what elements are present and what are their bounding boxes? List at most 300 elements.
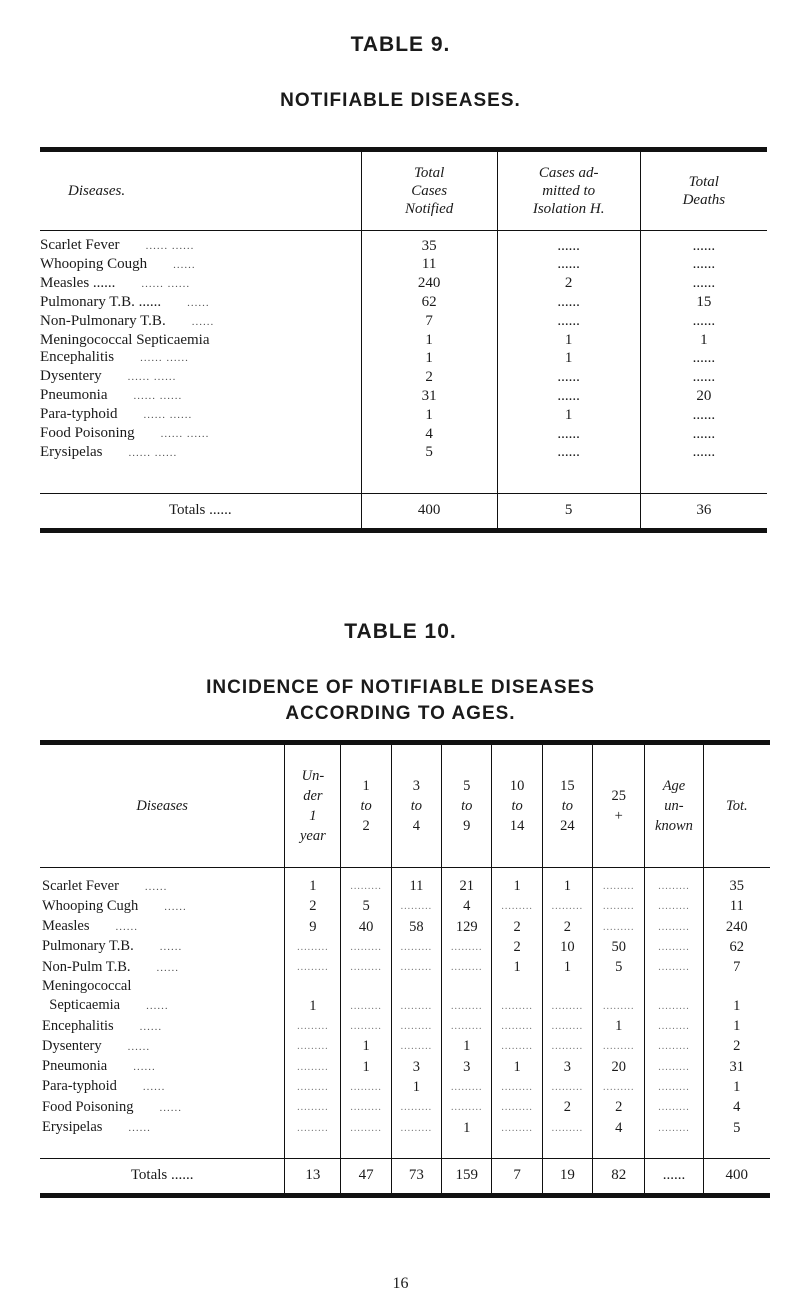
header-diseases: Diseases. [40, 150, 361, 231]
cases-notified-text: 240 [417, 275, 441, 292]
leader-dots: ......... [400, 1122, 433, 1134]
leader-dots: ......... [297, 962, 329, 974]
disease-name [40, 349, 361, 368]
cell-5to9: 129 [442, 917, 492, 937]
leader-dots: ......... [551, 1021, 584, 1033]
cell-3to4 [391, 1097, 441, 1117]
header-under1 [285, 743, 341, 868]
cell-unknown [645, 957, 703, 977]
leader-dots: ......... [400, 941, 433, 953]
header-line: un- [664, 798, 684, 814]
cell-5to9: 1 [442, 1118, 492, 1159]
disease-name-text: Pneumonia [40, 387, 108, 404]
leader-dots: ......... [400, 1021, 433, 1033]
table9-header-row [40, 150, 767, 231]
leader-dots: ......... [297, 1041, 329, 1053]
leader-dots: ...... [159, 1101, 182, 1114]
leader-dots: ...... [133, 1061, 156, 1074]
header-line: 15 [560, 778, 575, 794]
header-line: to [461, 798, 473, 814]
cases-notified [361, 425, 497, 444]
table-row [40, 1077, 770, 1097]
cell-under1: 1 [285, 868, 341, 897]
cell-5to9 [442, 1077, 492, 1097]
leader-dots: ......... [350, 1122, 382, 1134]
table-row [40, 996, 770, 1016]
cell-3to4: 11 [391, 868, 441, 897]
cell-3to4 [391, 996, 441, 1016]
leader-dots: ......... [350, 1102, 382, 1114]
leader-dots: ......... [400, 901, 433, 913]
disease-name [40, 937, 285, 957]
cases-admitted [497, 313, 640, 332]
header-disease [40, 743, 285, 868]
leader-dots: ......... [501, 1081, 533, 1093]
cell-25plus [593, 1077, 645, 1097]
table-row [40, 256, 767, 275]
cases-admitted-text: ...... [557, 425, 580, 442]
disease-name-text: Dysentery [42, 1037, 102, 1054]
deaths-count [640, 294, 767, 313]
cell-25plus [593, 996, 645, 1016]
header-10to14 [492, 743, 542, 868]
leader-dots: ......... [451, 1021, 483, 1033]
cell-total: 35 [703, 868, 770, 897]
disease-name [40, 1118, 285, 1159]
disease-name-text: Encephalitis [42, 1017, 114, 1034]
leader-dots: ...... ...... [133, 390, 183, 403]
cell-1to2 [341, 957, 391, 977]
header-unknown [645, 743, 703, 868]
cell-25plus: 2 [593, 1097, 645, 1117]
cell-25plus [593, 977, 645, 995]
leader-dots: ......... [400, 1102, 433, 1114]
totals-notified: 400 [361, 493, 497, 530]
cell-under1: 2 [285, 896, 341, 916]
cases-admitted [497, 231, 640, 256]
cases-notified [361, 349, 497, 368]
cell-unknown [645, 1097, 703, 1117]
disease-name [40, 896, 285, 916]
leader-dots: ......... [551, 1081, 584, 1093]
leader-dots: ......... [297, 1021, 329, 1033]
table-row [40, 977, 770, 995]
cases-notified-text: 31 [421, 387, 437, 404]
leader-dots: ......... [501, 1102, 533, 1114]
deaths-count-text: 1 [700, 331, 708, 348]
header-line: 14 [509, 818, 525, 834]
cell-15to24: 3 [542, 1057, 592, 1077]
cell-15to24: 2 [542, 1097, 592, 1117]
cell-3to4 [391, 977, 441, 995]
leader-dots: ......... [297, 1081, 329, 1093]
leader-dots: ...... ...... [143, 409, 193, 422]
header-line: Deaths [682, 192, 726, 208]
cell-under1 [285, 1118, 341, 1159]
table-row [40, 917, 770, 937]
disease-name [40, 996, 285, 1016]
cases-admitted-text: ...... [557, 256, 580, 273]
cases-notified [361, 444, 497, 493]
leader-dots: ......... [297, 1102, 329, 1114]
disease-name-text: Dysentery [40, 368, 102, 385]
cell-5to9 [442, 1097, 492, 1117]
disease-name [40, 868, 285, 897]
disease-name [40, 332, 361, 350]
header-line: to [360, 798, 372, 814]
leader-dots: ......... [602, 901, 635, 913]
cell-1to2: 5 [341, 896, 391, 916]
deaths-count-text: ...... [692, 256, 716, 273]
cases-admitted-text: ...... [557, 294, 580, 311]
cell-5to9 [442, 937, 492, 957]
leader-dots: ......... [501, 1000, 533, 1012]
header-line: Isolation H. [532, 201, 605, 217]
table-row [40, 1097, 770, 1117]
cases-admitted-text: 1 [564, 406, 573, 423]
cell-unknown [645, 1016, 703, 1036]
cell-unknown [645, 868, 703, 897]
cell-total: 240 [703, 917, 770, 937]
total-1to2: 47 [341, 1158, 391, 1195]
cases-admitted [497, 406, 640, 425]
disease-name [40, 1036, 285, 1056]
header-5to9 [442, 743, 492, 868]
leader-dots: ......... [658, 1122, 690, 1134]
cases-notified-text: 1 [425, 349, 433, 366]
cases-notified-text: 35 [421, 237, 437, 254]
cell-total: 62 [703, 937, 770, 957]
total-under1: 13 [285, 1158, 341, 1195]
deaths-count-text: ...... [692, 313, 716, 330]
cases-notified-text: 1 [425, 406, 433, 423]
cell-15to24 [542, 977, 592, 995]
header-line: + [614, 808, 623, 824]
leader-dots: ......... [400, 962, 433, 974]
cell-1to2 [341, 868, 391, 897]
deaths-count-text: ...... [692, 368, 716, 385]
cell-3to4 [391, 957, 441, 977]
leader-dots: ......... [602, 921, 635, 933]
notifiable-diseases-table [40, 147, 767, 533]
disease-name [40, 1097, 285, 1117]
cell-under1 [285, 977, 341, 995]
disease-name [40, 256, 361, 275]
cell-1to2 [341, 1077, 391, 1097]
cases-notified-text: 2 [425, 368, 433, 385]
header-line: to [511, 798, 523, 814]
cases-admitted [497, 256, 640, 275]
leader-dots: ......... [451, 1102, 483, 1114]
leader-dots: ......... [602, 881, 635, 892]
cell-3to4 [391, 937, 441, 957]
cell-5to9 [442, 1016, 492, 1036]
header-line: 1 [362, 778, 370, 794]
leader-dots: ......... [501, 1021, 533, 1033]
table10-header-row [40, 743, 770, 868]
disease-name-text: Measles ...... [40, 274, 116, 291]
disease-name-text: Whooping Cugh [42, 897, 139, 914]
cell-15to24 [542, 1118, 592, 1159]
cell-unknown [645, 996, 703, 1016]
disease-name-text: Food Poisoning [40, 425, 135, 442]
leader-dots: ......... [551, 1041, 584, 1053]
leader-dots: ......... [658, 1081, 690, 1093]
cases-admitted-text: 1 [564, 349, 573, 366]
table-row [40, 406, 767, 425]
table-row [40, 349, 767, 368]
disease-name-text: Meningococcal [42, 978, 132, 995]
leader-dots: ......... [551, 1122, 584, 1134]
cases-admitted [497, 294, 640, 313]
leader-dots: ......... [602, 1081, 635, 1093]
incidence-by-age-table [40, 740, 770, 1198]
header-line: 4 [412, 818, 421, 834]
deaths-count-text: 20 [696, 387, 712, 404]
cell-10to14 [492, 1097, 542, 1117]
total-3to4: 73 [391, 1158, 441, 1195]
header-line: 9 [463, 818, 471, 834]
cases-notified [361, 294, 497, 313]
disease-name [40, 387, 361, 406]
disease-name-text: Non-Pulmonary T.B. [40, 312, 166, 329]
cell-15to24 [542, 996, 592, 1016]
leader-dots: ...... [115, 921, 139, 934]
cell-10to14 [492, 1118, 542, 1159]
cell-unknown [645, 1077, 703, 1097]
table9-title: TABLE 9. [350, 33, 451, 56]
cell-under1 [285, 1057, 341, 1077]
leader-dots: ......... [658, 1041, 690, 1053]
cell-10to14 [492, 1016, 542, 1036]
table9-totals-row [40, 493, 767, 530]
leader-dots: ......... [350, 881, 382, 892]
leader-dots: ...... ...... [160, 428, 210, 441]
totals-admitted: 5 [497, 493, 640, 530]
cell-3to4: 1 [391, 1077, 441, 1097]
disease-name-text: Scarlet Fever [42, 877, 119, 894]
disease-name-text: Food Poisoning [42, 1098, 134, 1115]
cases-admitted [497, 332, 640, 350]
disease-name-text: Pulmonary T.B. [42, 938, 134, 955]
cell-15to24 [542, 896, 592, 916]
table-row [40, 444, 767, 493]
deaths-count-text: 15 [696, 294, 712, 311]
table-row [40, 368, 767, 387]
leader-dots: ...... [173, 258, 196, 271]
cell-15to24: 2 [542, 917, 592, 937]
cell-unknown [645, 977, 703, 995]
header-line: Un- [301, 768, 325, 784]
cases-admitted-text: ...... [557, 387, 580, 404]
cell-under1 [285, 937, 341, 957]
leader-dots: ......... [451, 1081, 483, 1093]
cases-notified-text: 11 [421, 256, 437, 273]
disease-name-text: Non-Pulm T.B. [42, 958, 131, 975]
disease-name [40, 1057, 285, 1077]
header-line: 10 [509, 778, 525, 794]
cell-10to14 [492, 996, 542, 1016]
cell-25plus [593, 868, 645, 897]
cell-1to2: 40 [341, 917, 391, 937]
leader-dots: ...... [127, 1040, 151, 1053]
cell-unknown [645, 1057, 703, 1077]
cell-10to14: 2 [492, 937, 542, 957]
leader-dots: ......... [350, 962, 382, 974]
cell-5to9: 21 [442, 868, 492, 897]
cell-15to24: 10 [542, 937, 592, 957]
disease-name [40, 406, 361, 425]
cell-unknown [645, 917, 703, 937]
table10-subtitle-line2: ACCORDING TO AGES. [285, 703, 516, 724]
cell-10to14 [492, 1036, 542, 1056]
disease-name-text: Septicaemia [42, 997, 121, 1014]
leader-dots: ......... [501, 1041, 533, 1053]
cell-10to14: 1 [492, 868, 542, 897]
cell-25plus: 1 [593, 1016, 645, 1036]
header-line: 3 [412, 778, 421, 794]
cell-under1 [285, 957, 341, 977]
cell-total: 1 [703, 1077, 770, 1097]
cases-admitted-text: ...... [557, 368, 580, 385]
cell-25plus [593, 1036, 645, 1056]
disease-name-text: Para-typhoid [42, 1078, 117, 1095]
cell-5to9 [442, 957, 492, 977]
disease-name [40, 275, 361, 294]
leader-dots: ......... [658, 941, 690, 953]
header-total-deaths [640, 150, 767, 231]
header-line: 2 [362, 818, 370, 834]
cell-under1 [285, 1036, 341, 1056]
cases-admitted [497, 387, 640, 406]
cell-1to2: 1 [341, 1057, 391, 1077]
cell-15to24 [542, 1077, 592, 1097]
header-line: Total [413, 165, 445, 181]
header-line: Tot. [725, 798, 748, 814]
deaths-count-text: ...... [692, 425, 716, 442]
cell-10to14 [492, 896, 542, 916]
cases-admitted [497, 349, 640, 368]
page-number: 16 [392, 1275, 409, 1292]
cell-1to2 [341, 937, 391, 957]
cell-15to24: 1 [542, 957, 592, 977]
leader-dots: ...... [187, 296, 210, 309]
cases-admitted-text: 2 [564, 275, 573, 292]
leader-dots: ......... [658, 962, 690, 974]
header-line: to [561, 798, 574, 814]
leader-dots: ...... ...... [128, 446, 178, 459]
cases-notified-text: 1 [425, 331, 433, 348]
deaths-count [640, 387, 767, 406]
table-row [40, 332, 767, 350]
cell-10to14: 2 [492, 917, 542, 937]
cell-15to24 [542, 1016, 592, 1036]
deaths-count-text: ...... [692, 444, 716, 461]
leader-dots: ...... [128, 1122, 151, 1135]
disease-name [40, 977, 285, 995]
leader-dots: ...... [139, 1020, 163, 1033]
disease-name [40, 917, 285, 937]
cell-total: 1 [703, 1016, 770, 1036]
cases-admitted-text: ...... [557, 444, 580, 461]
total-10to14: 7 [492, 1158, 542, 1195]
cell-total: 7 [703, 957, 770, 977]
disease-name [40, 1016, 285, 1036]
leader-dots: ......... [451, 1000, 483, 1012]
cases-notified [361, 231, 497, 256]
disease-name-text: Meningococcal Septicaemia [40, 331, 210, 348]
total-5to9: 159 [442, 1158, 492, 1195]
leader-dots: ......... [297, 941, 329, 953]
header-3to4 [391, 743, 441, 868]
cell-total: 5 [703, 1118, 770, 1159]
cell-unknown [645, 1036, 703, 1056]
header-1to2 [341, 743, 391, 868]
cell-25plus: 5 [593, 957, 645, 977]
leader-dots: ......... [297, 1122, 329, 1134]
disease-name [40, 425, 361, 444]
cases-notified [361, 313, 497, 332]
deaths-count-text: ...... [692, 275, 716, 292]
leader-dots: ......... [658, 1061, 690, 1073]
table-row [40, 896, 770, 916]
cell-15to24: 1 [542, 868, 592, 897]
disease-name [40, 313, 361, 332]
leader-dots: ......... [551, 1000, 584, 1012]
total-15to24: 19 [542, 1158, 592, 1195]
header-25plus [593, 743, 645, 868]
deaths-count-text: ...... [692, 349, 716, 366]
disease-name-text: Para-typhoid [40, 406, 118, 423]
leader-dots: ......... [602, 1000, 635, 1012]
cell-5to9 [442, 996, 492, 1016]
totals-label: Totals ...... [40, 493, 361, 530]
disease-name-text: Erysipelas [42, 1119, 103, 1136]
header-total [703, 743, 770, 868]
cell-total: 4 [703, 1097, 770, 1117]
disease-name-text: Whooping Cough [40, 255, 148, 272]
leader-dots: ...... ...... [145, 240, 195, 252]
leader-dots: ......... [400, 1041, 433, 1053]
cell-total: 31 [703, 1057, 770, 1077]
header-line: known [655, 818, 693, 834]
header-line: Notified [404, 201, 454, 217]
disease-name [40, 444, 361, 493]
table-row [40, 425, 767, 444]
cell-unknown [645, 896, 703, 916]
cell-1to2 [341, 996, 391, 1016]
leader-dots: ...... [142, 1081, 166, 1094]
leader-dots: ...... [159, 941, 183, 954]
cell-10to14: 1 [492, 1057, 542, 1077]
table-row [40, 1016, 770, 1036]
table-row [40, 294, 767, 313]
deaths-count [640, 425, 767, 444]
disease-name [40, 1077, 285, 1097]
cell-total: 11 [703, 896, 770, 916]
leader-dots: ...... ...... [127, 371, 177, 384]
cell-total [703, 977, 770, 995]
leader-dots: ......... [658, 1021, 690, 1033]
cell-under1 [285, 1097, 341, 1117]
totals-deaths: 36 [640, 493, 767, 530]
leader-dots: ......... [658, 921, 690, 933]
header-line: Diseases [136, 798, 188, 814]
cell-5to9: 4 [442, 896, 492, 916]
cell-3to4 [391, 896, 441, 916]
leader-dots: ......... [658, 1000, 690, 1012]
cell-1to2 [341, 1016, 391, 1036]
